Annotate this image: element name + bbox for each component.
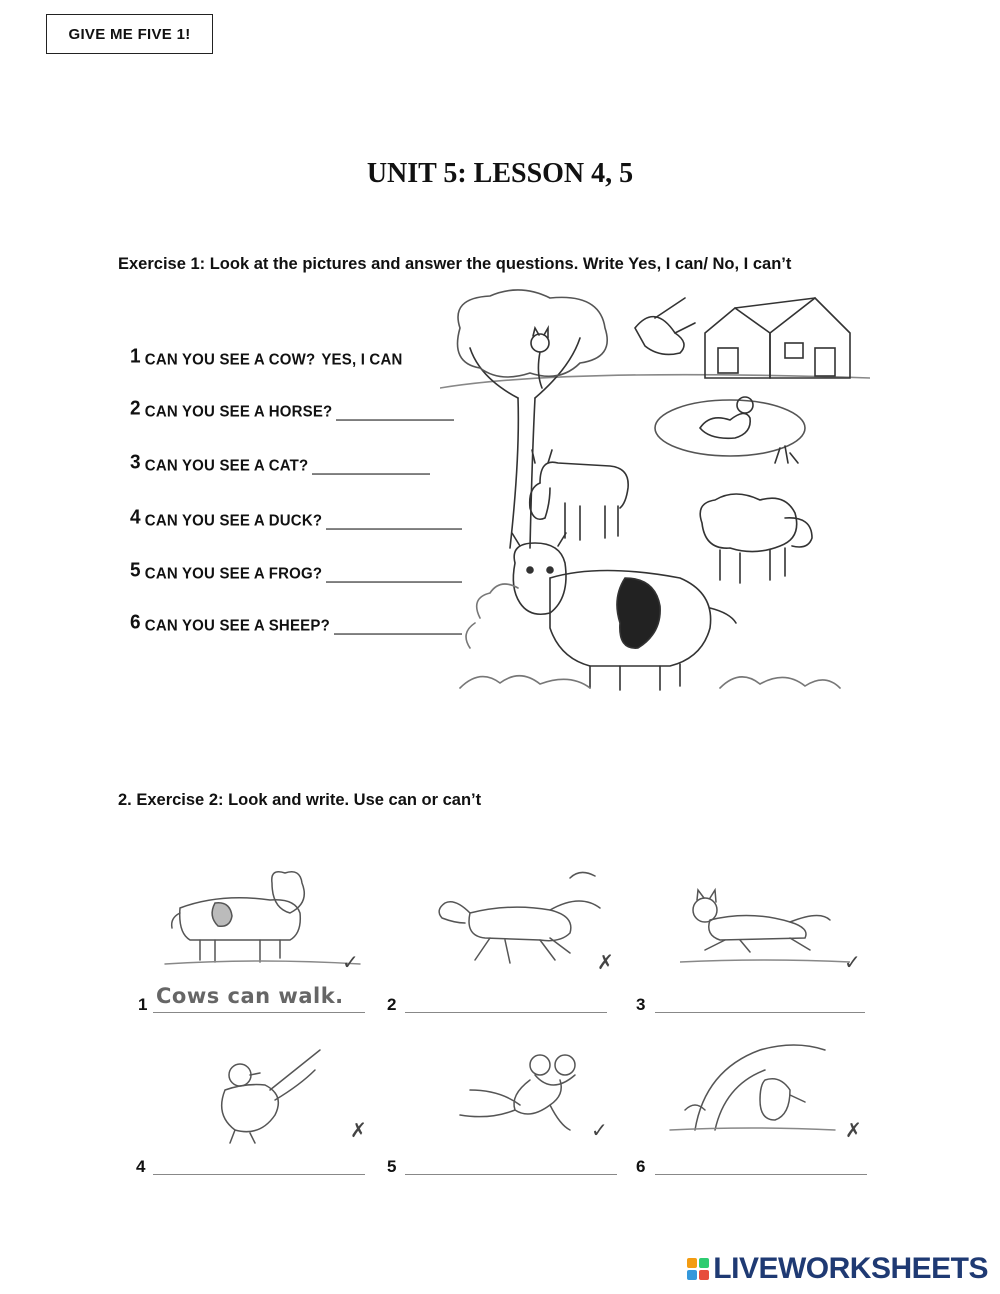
item-4-number: 4 [136, 1157, 146, 1176]
mark-2-icon: ✗ [597, 952, 614, 974]
cow-drawing [160, 868, 365, 973]
exercise2-instruction: 2. Exercise 2: Look and write. Use can or can’t [118, 791, 482, 809]
question-3: 3 CAN YOU SEE A CAT? [130, 451, 430, 474]
duck-drawing [195, 1045, 330, 1145]
mark-5-icon: ✓ [591, 1120, 608, 1142]
item-1-number: 1 [138, 995, 148, 1014]
page-title: UNIT 5: LESSON 4, 5 [366, 158, 634, 189]
cat-drawing [680, 880, 850, 970]
mark-3-icon: ✓ [844, 952, 861, 974]
item-1-line [153, 1012, 365, 1013]
question-5: 5 CAN YOU SEE A FROG? [130, 559, 462, 582]
mark-6-icon: ✗ [845, 1120, 862, 1142]
liveworksheets-logo [687, 1252, 988, 1286]
item-5-number: 5 [387, 1157, 397, 1176]
item-2-number: 2 [387, 995, 397, 1014]
item-3-number: 3 [636, 995, 646, 1014]
frog-drawing [440, 1050, 600, 1140]
logo-blocks-icon [687, 1258, 709, 1280]
question-6: 6 CAN YOU SEE A SHEEP? [130, 611, 462, 634]
exercise1-instruction: Exercise 1: Look at the pictures and answer the questions. Write Yes, I can/ No, I can’t [118, 255, 792, 273]
item-3-input[interactable] [655, 1012, 865, 1013]
bird-drawing [665, 1030, 840, 1142]
item-6-input[interactable] [655, 1174, 867, 1175]
question-4: 4 CAN YOU SEE A DUCK? [130, 506, 462, 529]
item-5-input[interactable] [405, 1174, 617, 1175]
farm-scene-illustration [440, 288, 870, 708]
item-1-example: Cows can walk. [156, 984, 344, 1008]
item-4-input[interactable] [153, 1174, 365, 1175]
item-2-input[interactable] [405, 1012, 607, 1013]
mark-1-icon: ✓ [342, 952, 359, 974]
logo-text: LIVEWORKSHEETS [713, 1252, 988, 1285]
answer-1: YES, I CAN [321, 350, 403, 369]
answer-3-input[interactable] [312, 459, 430, 475]
question-1: 1 CAN YOU SEE A COW? YES, I CAN [130, 345, 403, 369]
mark-4-icon: ✗ [350, 1120, 367, 1142]
give-me-five-badge: GIVE ME FIVE 1! [46, 14, 213, 54]
item-6-number: 6 [636, 1157, 646, 1176]
answer-2-input[interactable] [336, 405, 454, 421]
question-2: 2 CAN YOU SEE A HORSE? [130, 397, 454, 420]
horse-drawing [430, 868, 605, 973]
